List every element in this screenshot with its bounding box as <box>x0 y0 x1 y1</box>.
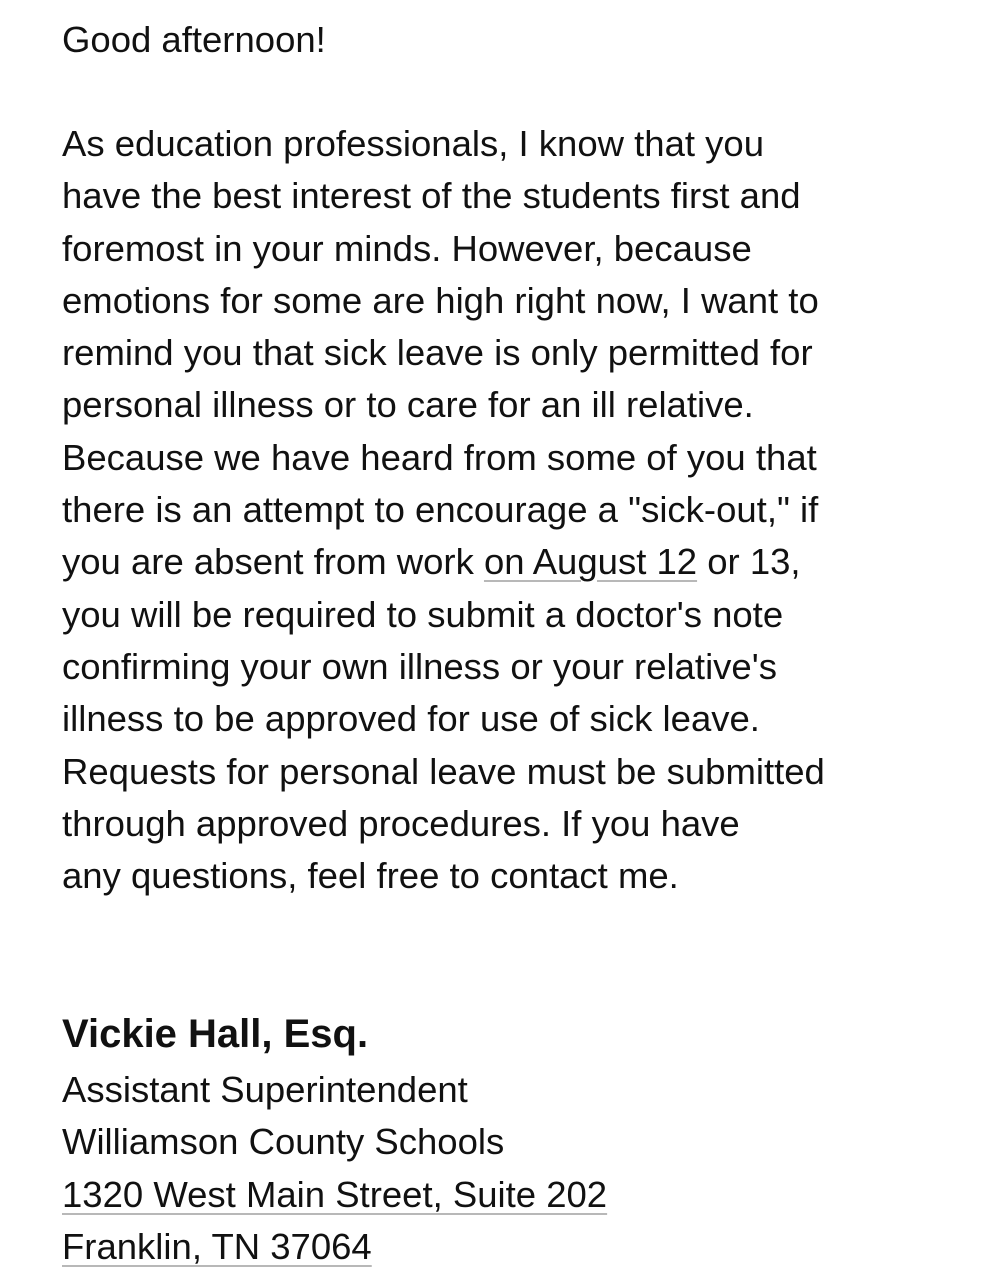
signature-address-line1-link[interactable]: 1320 West Main Street, Suite 202 <box>62 1173 608 1215</box>
body-line: As education professionals, I know that you <box>62 123 765 164</box>
body-line: remind you that sick leave is only permitted for <box>62 332 813 374</box>
email-signature <box>62 1006 607 1273</box>
date-link[interactable]: on August 12 <box>483 541 698 583</box>
body-line: any questions, feel free to contact me. <box>62 855 679 897</box>
body-line: through approved procedures. If you have <box>62 802 740 844</box>
email-greeting: Good afternoon! <box>62 19 326 60</box>
body-line: emotions for some are high right now, I want to <box>62 279 819 321</box>
body-line: Requests for personal leave must be submitted <box>62 750 825 792</box>
body-line: personal illness or to care for an ill relative. <box>62 384 754 426</box>
signature-name: Vickie Hall, Esq. <box>62 1012 369 1056</box>
date-line-suffix: or 13, <box>697 541 801 583</box>
body-line: illness to be approved for use of sick leave. <box>62 698 760 740</box>
body-line: there is an attempt to encourage a "sick-out," if <box>62 489 819 531</box>
signature-address-line2-link[interactable]: Franklin, TN 37064 <box>62 1225 372 1267</box>
date-line-prefix: you are absent from work <box>62 541 484 583</box>
email-body-paragraph <box>62 118 825 902</box>
body-line: Because we have heard from some of you that <box>62 436 817 478</box>
signature-organization: Williamson County Schools <box>62 1121 505 1163</box>
signature-title: Assistant Superintendent <box>62 1069 468 1110</box>
body-line: foremost in your minds. However, because <box>62 227 752 269</box>
body-line: confirming your own illness or your relative's <box>62 645 777 687</box>
body-line: have the best interest of the students first and <box>62 175 801 217</box>
body-line-with-date <box>62 536 825 588</box>
body-line: you will be required to submit a doctor's note <box>62 593 784 635</box>
